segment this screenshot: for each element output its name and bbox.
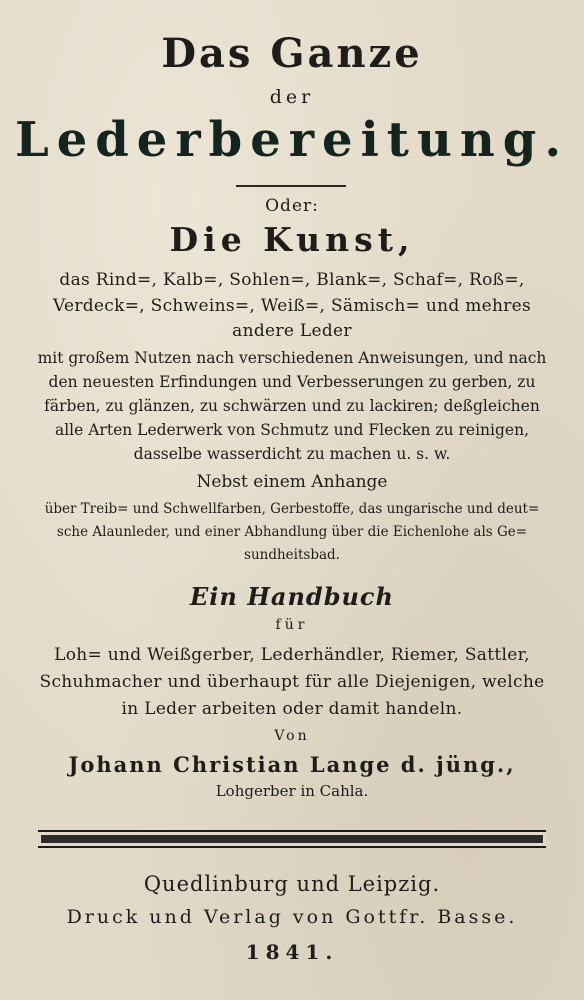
author-occupation: Lohgerber in Cahla. — [215, 782, 369, 800]
imprint-year: 1841. — [245, 940, 339, 964]
oder-label: Oder: — [265, 196, 319, 216]
audience-line: Loh= und Weißgerber, Lederhändler, Riemer, Sattler, — [54, 645, 530, 665]
subtitle-heading: Die Kunst, — [169, 220, 415, 259]
audience-line: Schuhmacher und überhaupt für alle Diejenigen, welche — [39, 672, 545, 692]
appendix-heading: Nebst einem Anhange — [196, 472, 388, 492]
author-von: Von — [274, 728, 310, 744]
imprint-city: Quedlinburg und Leipzig. — [143, 872, 441, 896]
appendix-line: über Treib= und Schwellfarben, Gerbestoffe, das ungarische und deut= — [44, 501, 540, 517]
subtitle-line: dasselbe wasserdicht zu machen u. s. w. — [133, 445, 451, 463]
subtitle-line: andere Leder — [232, 321, 352, 341]
title-line-2: der — [269, 86, 315, 108]
subtitle-line: Verdeck=, Schweins=, Weiß=, Sämisch= und mehres — [52, 296, 532, 316]
title-line-1: Das Ganze — [161, 30, 423, 77]
title-divider — [236, 185, 346, 187]
handbook-heading: Ein Handbuch — [190, 582, 394, 611]
handbook-fuer: für — [275, 617, 309, 633]
book-title: Lederbereitung. — [14, 112, 570, 168]
imprint-publisher: Druck und Verlag von Gottfr. Basse. — [66, 906, 518, 928]
subtitle-line: mit großem Nutzen nach verschiedenen Anweisungen, und nach — [37, 349, 547, 367]
subtitle-line: färben, zu glänzen, zu schwärzen und zu lackiren; deßgleichen — [44, 397, 540, 415]
author-name: Johann Christian Lange d. jüng., — [68, 752, 516, 777]
imprint-divider — [38, 830, 546, 848]
appendix-line: sundheitsbad. — [244, 547, 340, 563]
subtitle-line: alle Arten Lederwerk von Schmutz und Flecken zu reinigen, — [54, 421, 529, 439]
audience-line: in Leder arbeiten oder damit handeln. — [121, 699, 463, 719]
subtitle-line: das Rind=, Kalb=, Sohlen=, Blank=, Schaf=, Roß=, — [59, 270, 525, 290]
appendix-line: sche Alaunleder, und einer Abhandlung über die Eichenlohe als Ge= — [56, 524, 528, 540]
subtitle-line: den neuesten Erfindungen und Verbesserungen zu gerben, zu — [48, 373, 536, 391]
